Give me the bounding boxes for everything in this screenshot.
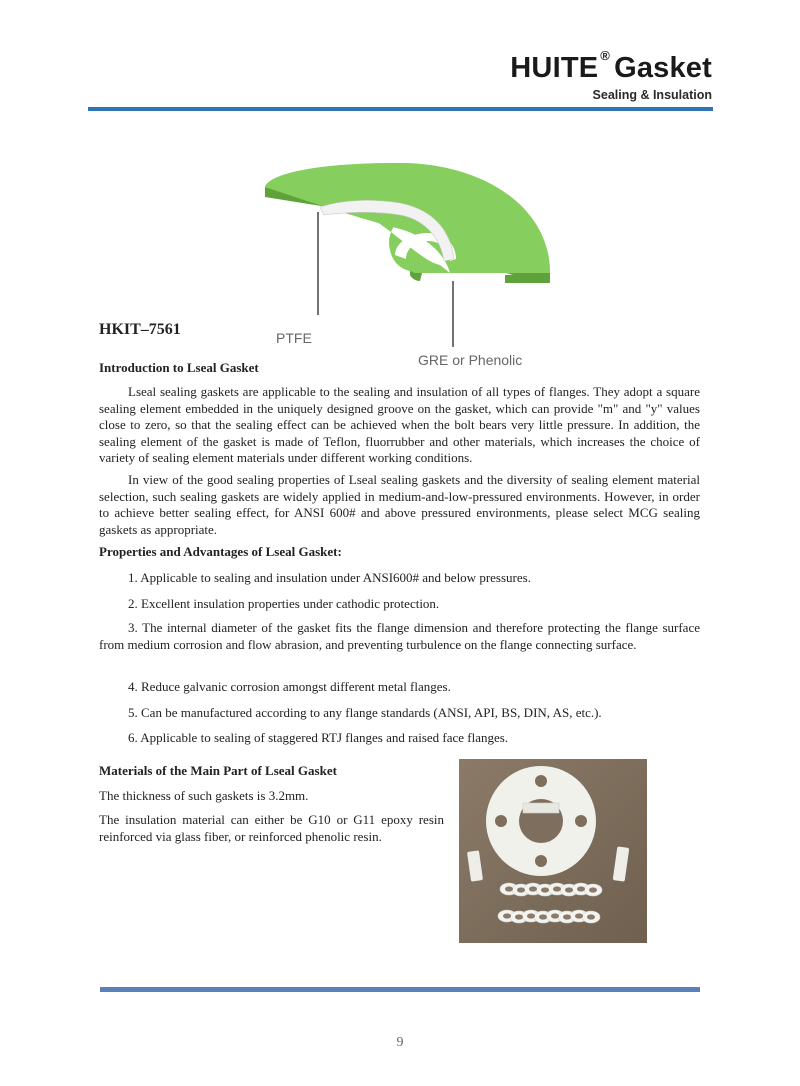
label-ptfe: PTFE [276, 330, 312, 346]
list-number: 4. [128, 679, 138, 694]
intro-paragraph-2: In view of the good sealing properties of Lseal sealing gaskets and the diversity of sealing element material selection, such sealing gaskets are widely applied in medium-and-low-pressured environments. However, in order to achieve better sealing effect, for ANSI 600# and above pressured environments, please select MCG sealing gaskets as appropriate. [99, 472, 700, 537]
list-number: 5. [128, 705, 138, 720]
brand-name: HUITE [510, 52, 599, 84]
list-text: The internal diameter of the gasket fits the flange dimension and therefore protecting the flange surface from medium corrosion and flow abrasion, and preventing turbulence on the flange connecting surface. [99, 620, 700, 652]
materials-paragraph-1: The thickness of such gaskets is 3.2mm. [99, 788, 309, 803]
brand-product: Gasket [614, 52, 712, 84]
materials-heading: Materials of the Main Part of Lseal Gasket [99, 763, 337, 778]
list-item [99, 705, 700, 722]
list-number: 2. [128, 596, 138, 611]
properties-heading: Properties and Advantages of Lseal Gasket: [99, 544, 342, 559]
list-item [99, 679, 700, 696]
list-text: Can be manufactured according to any flange standards (ANSI, API, BS, DIN, AS, etc.). [141, 705, 602, 720]
list-item [99, 730, 700, 747]
page-number: 9 [396, 1035, 404, 1050]
brand-title [510, 48, 712, 85]
list-item [99, 620, 700, 653]
product-photo [459, 759, 647, 943]
intro-heading: Introduction to Lseal Gasket [99, 360, 259, 375]
list-item [99, 596, 700, 613]
header-divider [88, 107, 713, 111]
registered-mark: ® [600, 48, 611, 64]
list-number: 3. [128, 620, 138, 635]
label-gre-phenolic: GRE or Phenolic [418, 352, 523, 368]
footer-divider [100, 987, 700, 992]
materials-paragraph-2: The insulation material can either be G10 or G11 epoxy resin reinforced via glass fiber, or reinforced phenolic resin. [99, 812, 444, 844]
list-text: Applicable to sealing and insulation under ANSI600# and below pressures. [140, 570, 531, 585]
list-text: Applicable to sealing of staggered RTJ flanges and raised face flanges. [140, 730, 509, 745]
list-number: 6. [128, 730, 138, 745]
intro-paragraph-1: Lseal sealing gaskets are applicable to the sealing and insulation of all types of flanges. They adopt a square sealing element embedded in the uniquely designed groove on the gasket, which can provide "m" and "y" values close to zero, so that the sealing effect can be achieved when the bolt bears very little pressure. In addition, the sealing element of the gasket is made of Teflon, fluorrubber and other materials, which increases the choice of variety of sealing element materials under different working conditions. [99, 384, 700, 465]
brand-subtitle: Sealing & Insulation [592, 88, 712, 102]
list-number: 1. [128, 570, 138, 585]
list-text: Excellent insulation properties under cathodic protection. [141, 596, 440, 611]
list-item [99, 570, 700, 587]
list-text: Reduce galvanic corrosion amongst different metal flanges. [141, 679, 451, 694]
model-code: HKIT–7561 [99, 321, 181, 338]
